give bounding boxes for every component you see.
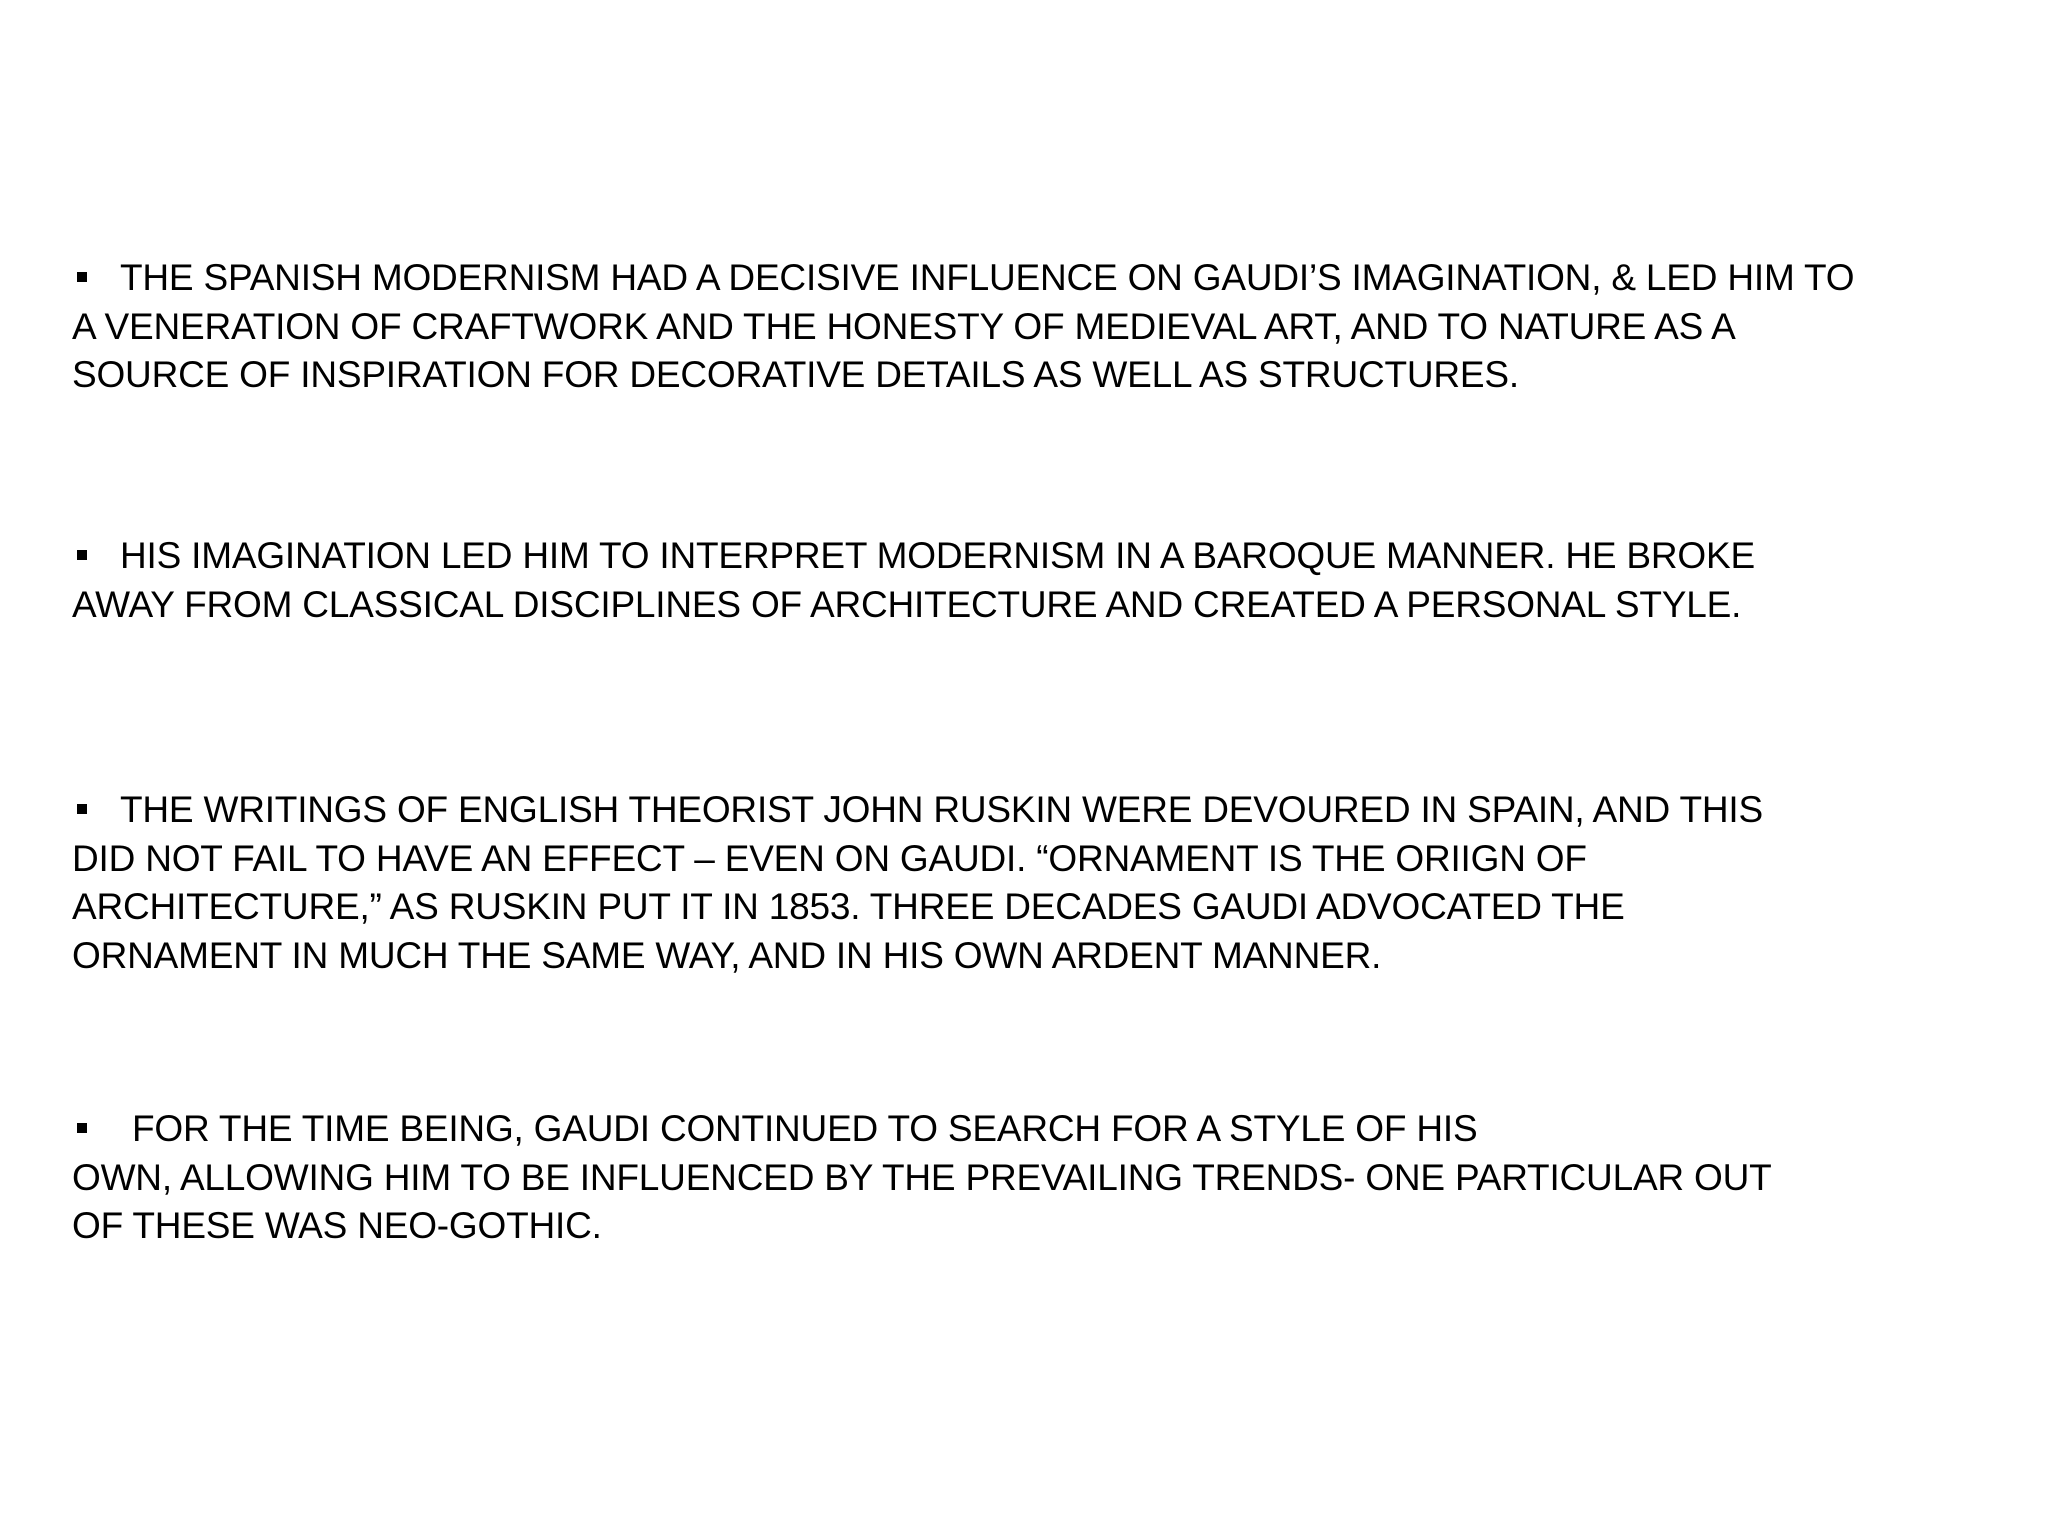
paragraph-line-text: THE SPANISH MODERNISM HAD A DECISIVE INFLUENCE ON GAUDI’S IMAGINATION, & LED HIM TO bbox=[120, 257, 1855, 298]
square-bullet-icon bbox=[77, 550, 87, 560]
bullet-paragraph bbox=[72, 532, 2032, 629]
paragraph-line bbox=[72, 786, 2032, 835]
bullet-paragraph bbox=[72, 254, 2032, 400]
paragraph-line: DID NOT FAIL TO HAVE AN EFFECT – EVEN ON GAUDI. “ORNAMENT IS THE ORIIGN OF bbox=[72, 837, 1587, 879]
paragraph-line-text: HIS IMAGINATION LED HIM TO INTERPRET MODERNISM IN A BAROQUE MANNER. HE BROKE bbox=[120, 535, 1755, 576]
paragraph-line: ORNAMENT IN MUCH THE SAME WAY, AND IN HIS OWN ARDENT MANNER. bbox=[72, 934, 1382, 976]
paragraph-line-text: FOR THE TIME BEING, GAUDI CONTINUED TO SEARCH FOR A STYLE OF HIS bbox=[132, 1108, 1478, 1149]
square-bullet-icon bbox=[77, 1123, 87, 1133]
paragraph-line: AWAY FROM CLASSICAL DISCIPLINES OF ARCHITECTURE AND CREATED A PERSONAL STYLE. bbox=[72, 583, 1742, 625]
bullet-paragraph bbox=[72, 1105, 2032, 1251]
paragraph-line-text: THE WRITINGS OF ENGLISH THEORIST JOHN RUSKIN WERE DEVOURED IN SPAIN, AND THIS bbox=[120, 789, 1763, 830]
paragraph-line bbox=[72, 254, 2032, 303]
paragraph-line bbox=[72, 532, 2032, 581]
square-bullet-icon bbox=[77, 804, 87, 814]
paragraph-line: OWN, ALLOWING HIM TO BE INFLUENCED BY THE PREVAILING TRENDS- ONE PARTICULAR OUT bbox=[72, 1156, 1772, 1198]
paragraph-line: OF THESE WAS NEO-GOTHIC. bbox=[72, 1205, 602, 1246]
paragraph-line: SOURCE OF INSPIRATION FOR DECORATIVE DETAILS AS WELL AS STRUCTURES. bbox=[72, 354, 1519, 395]
paragraph-line bbox=[72, 1105, 2032, 1154]
square-bullet-icon bbox=[77, 272, 87, 282]
paragraph-line: A VENERATION OF CRAFTWORK AND THE HONESTY OF MEDIEVAL ART, AND TO NATURE AS A bbox=[72, 305, 1736, 347]
bullet-paragraph bbox=[72, 786, 2032, 980]
paragraph-line: ARCHITECTURE,” AS RUSKIN PUT IT IN 1853. THREE DECADES GAUDI ADVOCATED THE bbox=[72, 886, 1625, 927]
